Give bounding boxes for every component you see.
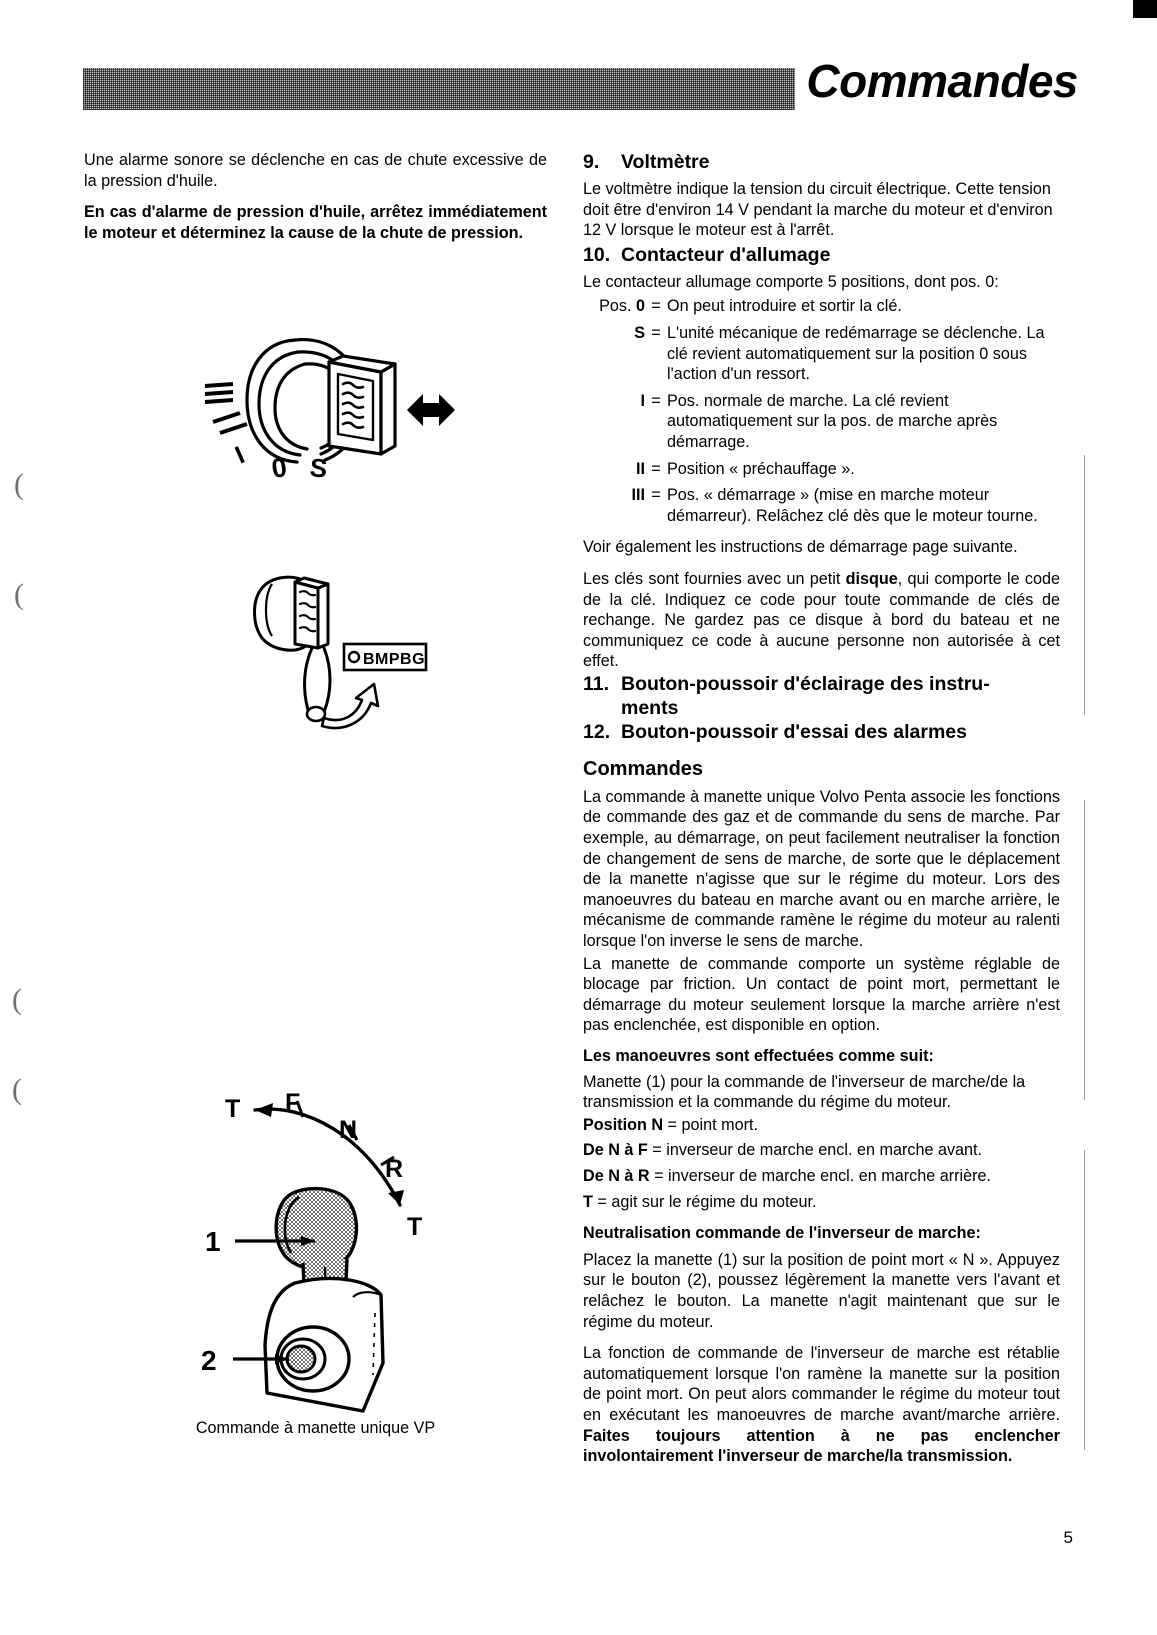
lever-label-N: N bbox=[339, 1116, 358, 1144]
figure-caption: Commande à manette unique VP bbox=[195, 1419, 436, 1437]
corner-bleed-mark bbox=[1133, 0, 1157, 18]
position-label: II bbox=[636, 459, 645, 478]
manoeuvre-line-rest: = point mort. bbox=[663, 1115, 758, 1134]
alarm-warning-paragraph: En cas d'alarme de pression d'huile, arrêtez immédiatement le moteur et déterminez la cause de la chute de pression. bbox=[84, 203, 547, 242]
manoeuvres-heading: Les manoeuvres sont effectuées comme suit: bbox=[583, 1047, 934, 1065]
section-9-heading bbox=[583, 150, 1060, 174]
see-also-paragraph: Voir également les instructions de démarrage page suivante. bbox=[583, 538, 1018, 557]
manoeuvre-line-bold: Position N bbox=[583, 1115, 664, 1134]
ignition-position-label-0: 0 bbox=[269, 452, 289, 484]
ignition-position-row bbox=[583, 459, 1060, 480]
position-equals: = bbox=[651, 459, 661, 478]
manoeuvre-line bbox=[583, 1192, 1060, 1213]
ignition-switch-illustration bbox=[185, 300, 455, 515]
lever-label-F: F bbox=[285, 1089, 301, 1117]
ignition-positions-list bbox=[583, 296, 1060, 526]
position-description: On peut introduire et sortir la clé. bbox=[667, 297, 902, 316]
section-10-title: Contacteur d'allumage bbox=[621, 243, 831, 266]
manoeuvre-line bbox=[583, 1115, 1060, 1136]
single-lever-control-illustration bbox=[175, 1045, 465, 1415]
position-label: S bbox=[634, 323, 645, 342]
position-description: Pos. « démarrage » (mise en marche moteur démarreur). Relâchez clé dès que le moteur tourne. bbox=[667, 486, 1038, 525]
margin-rule bbox=[1084, 800, 1085, 1100]
manoeuvre-line bbox=[583, 1140, 1060, 1161]
section-12-number: 12. bbox=[583, 720, 611, 743]
margin-scribble: ( bbox=[14, 468, 24, 501]
lever-label-R: R bbox=[385, 1155, 404, 1183]
manoeuvre-line-rest: = agit sur le régime du moteur. bbox=[592, 1192, 817, 1211]
manoeuvre-line-bold: De N à R bbox=[583, 1166, 650, 1185]
position-label: III bbox=[631, 486, 645, 505]
manoeuvre-line bbox=[583, 1166, 1060, 1187]
margin-scribble: ( bbox=[12, 1073, 22, 1106]
header-halftone-bar bbox=[83, 68, 795, 110]
ignition-position-row bbox=[583, 485, 1060, 526]
key-code-disc-label bbox=[344, 644, 426, 670]
svg-text:2: 2 bbox=[201, 1345, 217, 1376]
ignition-position-label-S: S bbox=[308, 452, 329, 484]
svg-text:BMPBG: BMPBG bbox=[363, 651, 426, 668]
keys-disc-paragraph bbox=[583, 569, 1060, 672]
position-prefix-and-label: Pos. 0 bbox=[599, 297, 645, 316]
page-title: Commandes bbox=[806, 55, 1078, 107]
page-header bbox=[83, 55, 1078, 116]
manoeuvre-line-rest: = inverseur de marche encl. en marche arrière. bbox=[649, 1166, 992, 1185]
position-description: L'unité mécanique de redémarrage se déclenche. La clé revient automatiquement sur la position 0 sous l'action d'un ressort. bbox=[667, 323, 1045, 384]
final-paragraph bbox=[583, 1343, 1060, 1467]
section-10-number: 10. bbox=[583, 243, 611, 266]
position-equals: = bbox=[651, 391, 661, 410]
manoeuvre-line-rest: = inverseur de marche encl. en marche avant. bbox=[647, 1141, 983, 1160]
manoeuvre-line-bold: De N à F bbox=[583, 1141, 648, 1160]
commandes-heading: Commandes bbox=[583, 757, 704, 780]
section-12-title: Bouton-poussoir d'essai des alarmes bbox=[621, 720, 967, 743]
lever-label-T-forward: T bbox=[225, 1095, 241, 1123]
position-equals: = bbox=[651, 323, 661, 342]
section-12-heading bbox=[583, 720, 1060, 744]
final-paragraph-normal: La fonction de commande de l'inverseur de marche est rétablie automatiquement lorsque l'on ramène la manette sur la position de point mort. On peut alors commander le régime du moteur tout en exécutant les manoeuvres de marche avant/marche arrière. bbox=[583, 1344, 1060, 1424]
margin-scribble: ( bbox=[12, 983, 22, 1016]
ignition-position-row bbox=[583, 296, 1060, 317]
keys-text-part2: , qui comporte le code de la clé. Indiquez ce code pour toute commande de clés de rechange. Ne gardez pas ce disque à bord du bateau et ne communiquez ce code à aucune personne non autorisée à cet effet. bbox=[583, 569, 1060, 671]
alarm-paragraph: Une alarme sonore se déclenche en cas de chute excessive de la pression d'huile. bbox=[84, 151, 547, 190]
right-column bbox=[583, 150, 1060, 1467]
ignition-position-row bbox=[583, 391, 1060, 453]
margin-rule bbox=[1084, 455, 1085, 715]
section-9-title: Voltmètre bbox=[621, 151, 710, 173]
manoeuvre-line-bold: T bbox=[583, 1192, 593, 1211]
ignition-position-row bbox=[583, 323, 1060, 385]
section-11-title-line2: ments bbox=[621, 696, 679, 719]
commandes-paragraph-2: La manette de commande comporte un système réglable de blocage par friction. Un contact de point mort, permettant le démarrage du moteur seulement lorsque la marche arrière n'est pas enclenchée, est disponible en option. bbox=[583, 954, 1060, 1035]
section-10-intro: Le contacteur allumage comporte 5 positions, dont pos. 0: bbox=[583, 272, 999, 291]
manoeuvres-intro: Manette (1) pour la commande de l'inverseur de marche/de la transmission et la commande du régime du moteur. bbox=[583, 1072, 1026, 1112]
neutralisation-paragraph: Placez la manette (1) sur la position de point mort « N ». Appuyez sur le bouton (2), poussez légèrement la manette vers l'avant et relâchez le bouton. La manette n'agit maintenant que sur le régime du moteur. bbox=[583, 1250, 1060, 1331]
section-9-number: 9. bbox=[583, 151, 600, 173]
svg-text:1: 1 bbox=[205, 1226, 221, 1257]
position-label: I bbox=[640, 391, 645, 410]
ignition-position-label-I: I bbox=[231, 441, 249, 470]
lever-label-T-reverse: T bbox=[407, 1213, 423, 1241]
position-equals: = bbox=[651, 486, 661, 505]
position-description: Pos. normale de marche. La clé revient automatiquement sur la pos. de marche après démarrage. bbox=[667, 391, 998, 451]
margin-scribble: ( bbox=[14, 578, 24, 611]
keys-bold-word: disque bbox=[845, 569, 898, 588]
position-description: Position « préchauffage ». bbox=[667, 459, 855, 478]
position-label: 0 bbox=[635, 297, 645, 316]
final-paragraph-bold: Faites toujours attention à ne pas enclencher involontairement l'inverseur de marche/la transmission. bbox=[583, 1426, 1060, 1466]
section-11-title-line1: Bouton-poussoir d'éclairage des instru- bbox=[621, 672, 990, 695]
keys-text-part1: Les clés sont fournies avec un petit bbox=[583, 569, 846, 588]
commandes-paragraph-1: La commande à manette unique Volvo Penta associe les fonctions de commande des gaz et de commande du sens de marche. Par exemple, au démarrage, on peut facilement neutraliser la fonction de changement de sens de marche, de sorte que le déplacement de la manette n'agisse que sur le régime du moteur. Lors des manoeuvres du bateau en marche avant ou en marche arrière, le mécanisme de commande ramène le régime du moteur au ralenti lorsque l'on inverse le sens de marche. bbox=[583, 787, 1060, 951]
double-arrow-icon bbox=[407, 394, 455, 426]
position-equals: = bbox=[651, 297, 661, 316]
margin-rule bbox=[1084, 1150, 1085, 1450]
section-11-heading bbox=[583, 672, 1060, 720]
section-9-body: Le voltmètre indique la tension du circuit électrique. Cette tension doit être d'environ 14 V pendant la marche du moteur et d'environ 12 V lorsque le moteur est à l'arrêt. bbox=[583, 180, 1053, 240]
left-column bbox=[84, 150, 547, 243]
section-11-number: 11. bbox=[583, 672, 610, 695]
neutralisation-heading: Neutralisation commande de l'inverseur de marche: bbox=[583, 1224, 981, 1243]
page-number: 5 bbox=[1063, 1528, 1073, 1547]
key-and-code-disc-illustration bbox=[232, 548, 432, 733]
section-10-heading bbox=[583, 243, 1060, 267]
